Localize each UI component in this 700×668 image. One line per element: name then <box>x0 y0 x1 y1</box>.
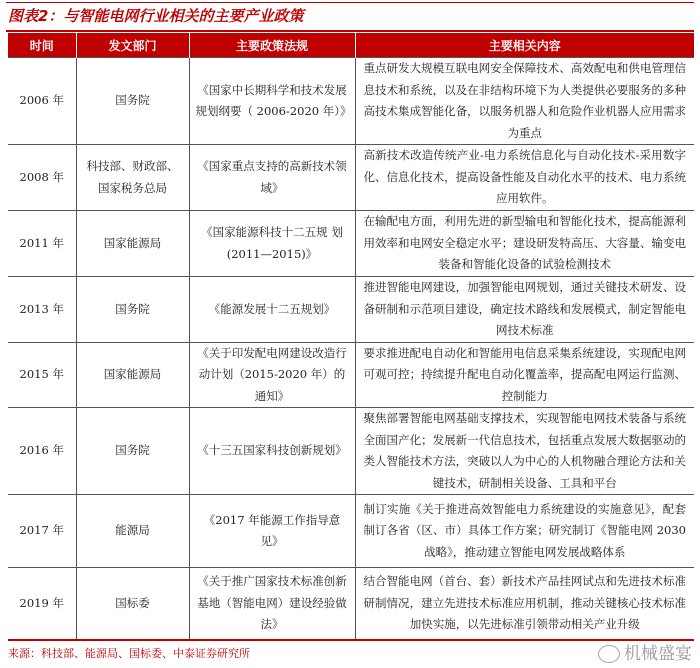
cell-policy: 《2017 年能源工作指导意见》 <box>189 495 355 568</box>
table-header-row <box>8 33 694 58</box>
cell-content: 聚焦部署智能电网基础支撑技术，实现智能电网技术装备与系统全面国产化；发展新一代信息技术，包括重点发展大数据驱动的类人智能技术方法，突破以人为中心的人机物融合理论方法和关键技术，研制相关设备、工具和平台 <box>355 408 694 495</box>
cell-policy: 《关于推广国家技术标准创新基地（智能电网）建设经验做法》 <box>189 568 355 640</box>
cell-policy: 《国家能源科技十二五规 划(2011—2015)》 <box>189 211 355 277</box>
cell-year: 2019 年 <box>8 568 76 640</box>
table-row <box>8 58 694 145</box>
cell-content: 结合智能电网（首台、套）新技术产品挂网试点和先进技术标准研制情况，建立先进技术标准应用机制，推动关键核心技术标准加快实施，以先进标准引领带动相关产业升级 <box>355 568 694 640</box>
cell-dept: 国务院 <box>76 408 189 495</box>
cell-dept: 能源局 <box>76 495 189 568</box>
footer <box>8 644 692 664</box>
cell-year: 2015 年 <box>8 342 76 408</box>
cell-dept: 国务院 <box>76 58 189 145</box>
table-row <box>8 568 694 640</box>
cell-policy: 《十三五国家科技创新规划》 <box>189 408 355 495</box>
table-row <box>8 342 694 408</box>
cell-content: 要求推进配电自动化和智能用电信息采集系统建设，实现配电网可观可控；持续提升配电自动化覆盖率，提高配电网运行监测、控制能力 <box>355 342 694 408</box>
source-note: 来源：科技部、能源局、国标委、中泰证券研究所 <box>8 646 250 660</box>
cell-dept: 国家能源局 <box>76 342 189 408</box>
cell-dept: 科技部、财政部、国家税务总局 <box>76 145 189 211</box>
cell-dept: 国务院 <box>76 277 189 343</box>
table-row <box>8 211 694 277</box>
title-rule <box>6 30 694 32</box>
cell-policy: 《关于印发配电网建设改造行动计划（2015-2020 年）的通知》 <box>189 342 355 408</box>
header-policy: 主要政策法规 <box>189 33 355 58</box>
figure-title: 图表2：与智能电网行业相关的主要产业政策 <box>8 7 304 25</box>
table-row <box>8 495 694 568</box>
cell-content: 高新技术改造传统产业-电力系统信息化与自动化技术-采用数字化、信息化技术，提高设备性能及自动化水平的技术、电力系统应用软件。 <box>355 145 694 211</box>
table-row <box>8 277 694 343</box>
wechat-icon <box>598 645 620 663</box>
cell-content: 重点研发大规模互联电网安全保障技术、高效配电和供电管理信息技术和系统，以及在非结构环境下为人类提供必要服务的多种高技术集成智能化备，以服务机器人和危险作业机器人应用需求为重点 <box>355 58 694 145</box>
cell-policy: 《能源发展十二五规划》 <box>189 277 355 343</box>
cell-content: 在输配电方面，利用先进的新型输电和智能化技术，提高能源利用效率和电网安全稳定水平；建设研发特高压、大容量、输变电装备和智能化设备的试验检测技术 <box>355 211 694 277</box>
watermark-text: 机械盛宴 <box>624 643 692 664</box>
cell-policy: 《国家重点支持的高新技术领域》 <box>189 145 355 211</box>
table-row <box>8 145 694 211</box>
header-content: 主要相关内容 <box>355 33 694 58</box>
cell-year: 2016 年 <box>8 408 76 495</box>
cell-content: 制订实施《关于推进高效智能电力系统建设的实施意见》，配套制订各省（区、市）具体工作方案；研究制订《智能电网 2030 战略》，推动建立智能电网发展战略体系 <box>355 495 694 568</box>
cell-policy: 《国家中长期科学和技术发展规划纲要（ 2006-2020 年）》 <box>189 58 355 145</box>
cell-year: 2008 年 <box>8 145 76 211</box>
cell-year: 2011 年 <box>8 211 76 277</box>
cell-year: 2017 年 <box>8 495 76 568</box>
table-row <box>8 408 694 495</box>
top-rule <box>6 2 694 3</box>
header-dept: 发文部门 <box>76 33 189 58</box>
cell-year: 2013 年 <box>8 277 76 343</box>
header-year: 时间 <box>8 33 76 58</box>
policy-table <box>8 33 694 641</box>
watermark <box>598 644 692 664</box>
cell-dept: 国家能源局 <box>76 211 189 277</box>
cell-year: 2006 年 <box>8 58 76 145</box>
cell-content: 推进智能电网建设，加强智能电网规划，通过关键技术研发、设备研制和示范项目建设，确定技术路线和发展模式，制定智能电网技术标准 <box>355 277 694 343</box>
cell-dept: 国标委 <box>76 568 189 640</box>
